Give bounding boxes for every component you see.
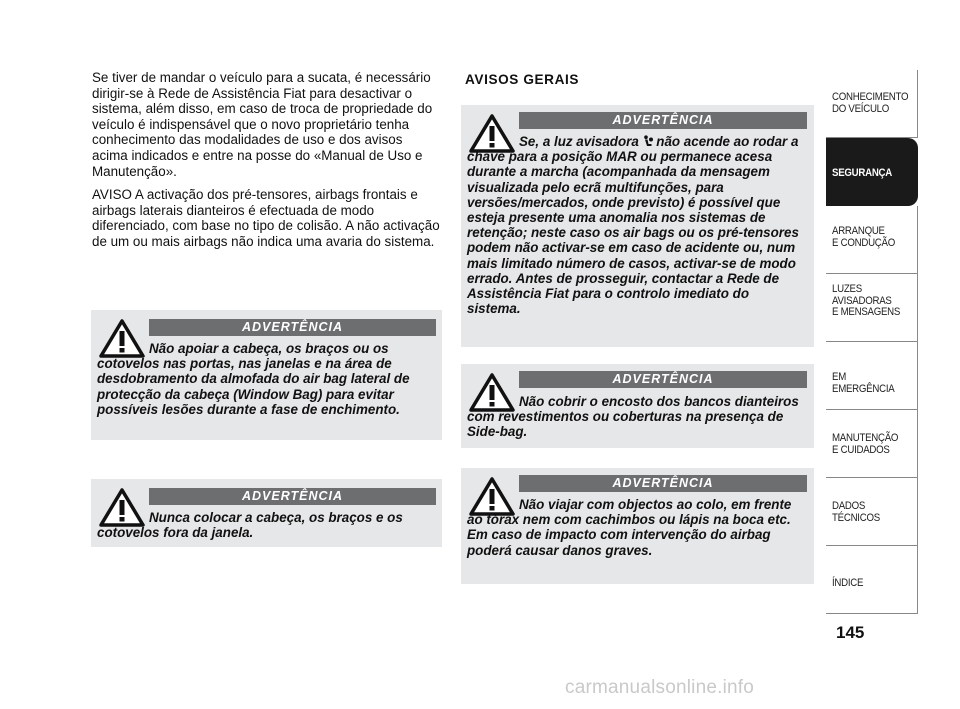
warning-box-warning-light [461, 105, 814, 347]
tab-manutencao[interactable] [826, 410, 918, 478]
tab-emergencia[interactable] [826, 342, 918, 410]
warning-text [97, 510, 434, 540]
tab-conhecimento[interactable] [826, 70, 918, 138]
page-number: 145 [836, 623, 865, 642]
warning-box-window-bag [91, 310, 442, 440]
warning-box-side-bag [461, 364, 814, 448]
tab-label: CONHECIMENTO DO VEÍCULO [832, 91, 909, 115]
airbag-warning-icon [643, 135, 653, 148]
warning-text [467, 134, 806, 316]
warning-text-content: não acende ao rodar a chave para a posição MAR ou permanece acesa durante a marcha (acompanhada da mensagem visualizada pelo ecrã multifunções, para versões/mercados, onde previsto) é possível que esteja presente uma anomalia nos sistemas de retenção; neste caso os air bags ou os pré-tensores podem não activar-se em caso de acidente ou, num mais limitado número de casos, activar-se de modo errado. Antes de prosseguir, contactar a Rede de Assistência Fiat para o controlo imediato do sistema. [467, 134, 799, 317]
warning-text [467, 394, 806, 440]
warning-header: ADVERTÊNCIA [149, 319, 436, 336]
tab-label: ÍNDICE [832, 577, 864, 589]
tab-seguranca[interactable] [826, 138, 918, 206]
warning-text [97, 341, 434, 417]
warning-header: ADVERTÊNCIA [519, 371, 807, 388]
warning-box-window [91, 479, 442, 547]
tab-label: EM EMERGÊNCIA [832, 371, 895, 395]
warning-text-content: Não cobrir o encosto dos bancos dianteiros com revestimentos ou coberturas na presença de Side-bag. [467, 394, 799, 440]
tab-label: SEGURANÇA [832, 167, 893, 179]
paragraph-scrapping: Se tiver de mandar o veículo para a sucata, é necessário dirigir-se à Rede de Assistência Fiat para desactivar o sistema, além disso, em caso de troca de propriedade do veículo é indispensável que o novo proprietário tenha conhecimento das modalidades de uso e dos avisos acima indicados e entre na posse do «Manual de Uso e Manutenção». [92, 70, 433, 179]
warning-text-content: Não apoiar a cabeça, os braços ou os cotovelos nas portas, nas janelas e na área de desdobramento da almofada do air bag lateral de protecção da cabeça (Window Bag) para evitar possíveis lesões durante a fase de enchimento. [97, 341, 410, 417]
warning-text-content: Nunca colocar a cabeça, os braços e os cotovelos fora da janela. [97, 510, 403, 541]
tab-label: DADOS TÉCNICOS [832, 500, 880, 524]
section-title: AVISOS GERAIS [465, 72, 580, 87]
tab-label: MANUTENÇÃO E CUIDADOS [832, 432, 899, 456]
warning-header: ADVERTÊNCIA [149, 488, 436, 505]
tab-label: LUZES AVISADORAS E MENSAGENS [832, 283, 901, 318]
warning-text-start: Se, a luz avisadora [519, 134, 643, 149]
left-column [92, 70, 440, 258]
warning-header: ADVERTÊNCIA [519, 475, 807, 492]
tab-luzes[interactable] [826, 274, 918, 342]
watermark: carmanualsonline.info [565, 677, 755, 698]
tab-indice[interactable] [826, 546, 918, 614]
warning-header: ADVERTÊNCIA [519, 112, 807, 129]
warning-text-content: Não viajar com objectos ao colo, em frente ao tórax nem com cachimbos ou lápis na boca etc. Em caso de impacto com intervenção do airbag poderá causar danos graves. [467, 497, 792, 558]
tab-label: ARRANQUE E CONDUÇÃO [832, 225, 895, 249]
warning-box-objects [461, 468, 814, 584]
tab-dados[interactable] [826, 478, 918, 546]
paragraph-activation-notice: AVISO A activação dos pré-tensores, airbags frontais e airbags laterais dianteiros é efectuada de modo diferenciado, com base no tipo de colisão. A não activação de um ou mais airbags não indica uma avaria do sistema. [92, 187, 440, 249]
tab-arranque[interactable] [826, 206, 918, 274]
warning-text [467, 497, 806, 558]
